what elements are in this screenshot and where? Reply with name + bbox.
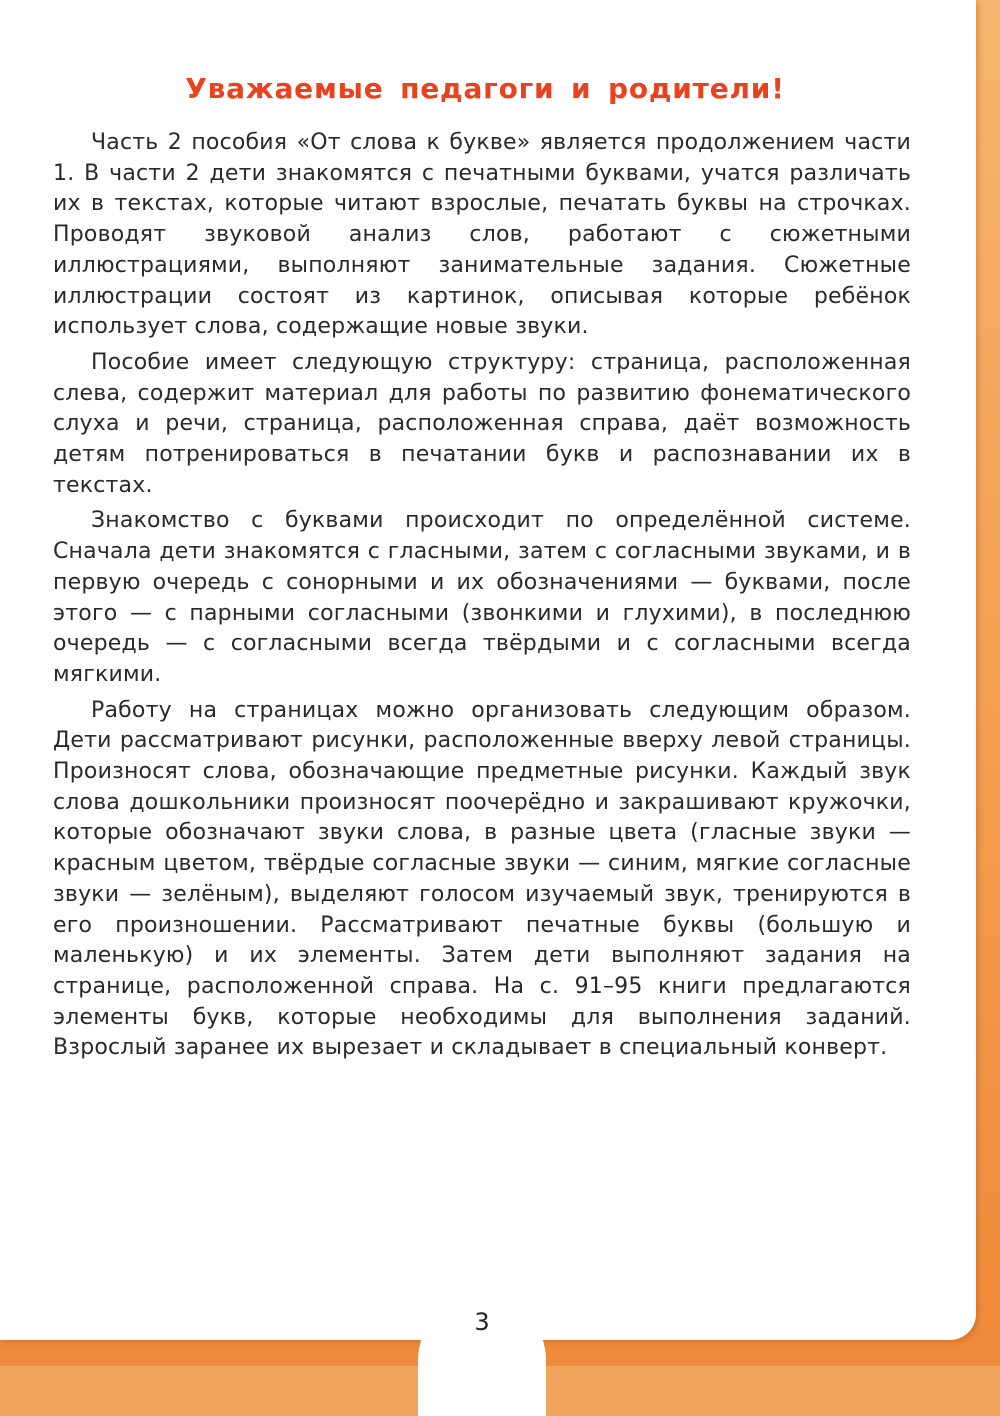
page-number: 3 [474, 1308, 490, 1336]
paragraph-letters-system: Знакомство с буквами происходит по определённой системе. Сначала дети знакомятся с гласными, затем с согласными звуками, и в первую очередь с сонорными и их обозначениями — буквами, после этого — с парными согласными (звонкими и глухими), в последнюю очередь — с согласными всегда твёрдыми и с согласными всегда мягкими. [53, 508, 911, 687]
page-title: Уважаемые педагоги и родители! [185, 72, 785, 105]
paragraph-structure: Пособие имеет следующую структуру: страница, расположенная слева, содержит материал для работы по развитию фонематического слуха и речи, страница, расположенная справа, даёт возможность детям потренироваться в печатании букв и распознавании их в текстах. [53, 349, 911, 498]
body-text [53, 128, 911, 1069]
paragraph-intro: Часть 2 пособия «От слова к букве» является продолжением части 1. В части 2 дети знакомятся с печатными буквами, учатся различать их в текстах, которые читают взрослые, печатать буквы на строчках. Проводят звуковой анализ слов, работают с сюжетными иллюстрациями, выполняют занимательные задания. Сюжетные иллюстрации состоят из картинок, описывая которые ребёнок использует слова, содержащие новые звуки. [53, 130, 911, 340]
paragraph-work-organization: Работу на страницах можно организовать следующим образом. Дети рассматривают рисунки, расположенные вверху левой страницы. Произносят слова, обозначающие предметные рисунки. Каждый звук слова дошкольники произносят поочерёдно и закрашивают кружочки, которые обозначают звуки слова, в разные цвета (гласные звуки — красным цветом, твёрдые согласные звуки — синим, мягкие согласные звуки — зелёным), выделяют голосом изучаемый звук, тренируются в его произношении. Рассматривают печатные буквы (большую и маленькую) и их элементы. Затем дети выполняют задания на странице, расположенной справа. На с. 91–95 книги предлагаются элементы букв, которые необходимы для выполнения заданий. Взрослый заранее их вырезает и складывает в специальный конверт. [53, 697, 911, 1061]
